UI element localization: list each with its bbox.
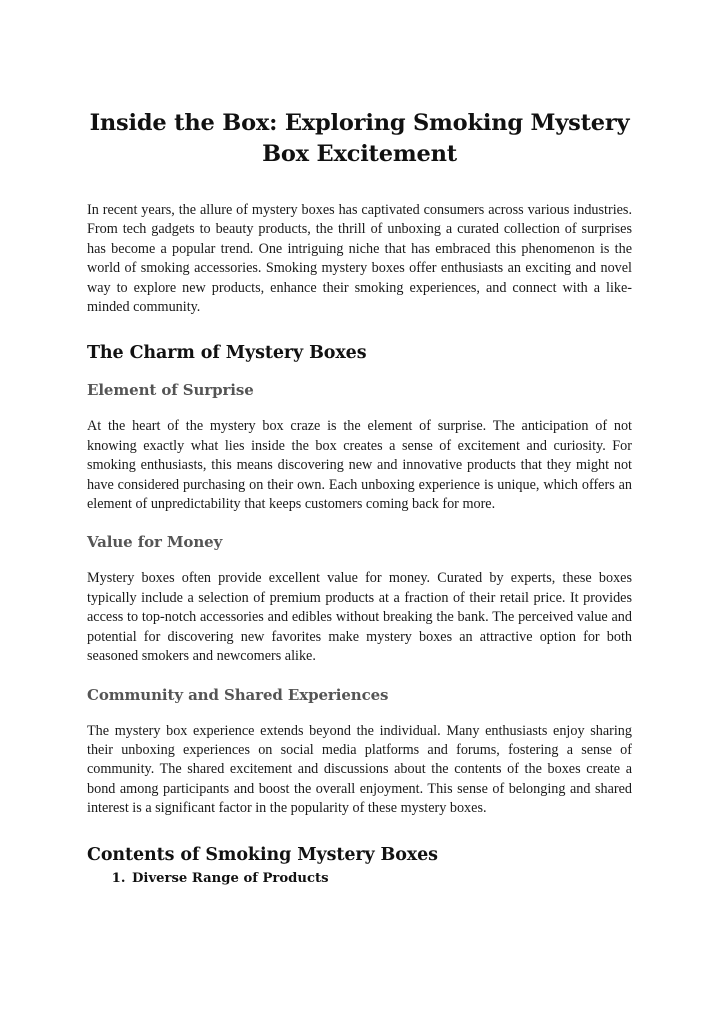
list-item: 1. Diverse Range of Products — [130, 870, 632, 888]
section-heading-charm: The Charm of Mystery Boxes — [87, 343, 367, 364]
subheading-element-of-surprise: Element of Surprise — [87, 381, 254, 400]
paragraph-value-for-money: Mystery boxes often provide excellent value for money. Curated by experts, these boxes typically include a selection of premium products at a fraction of their retail price. It provides access to top-notch accessories and edibles without breaking the bank. The perceived value and potential for discovering new favorites make mystery boxes an attractive option for both seasoned smokers and newcomers alike. — [87, 570, 632, 665]
intro-paragraph: In recent years, the allure of mystery boxes has captivated consumers across various industries. From tech gadgets to beauty products, the thrill of unboxing a curated collection of surprises has become a popular trend. One intriguing niche that has embraced this phenomenon is the world of smoking accessories. Smoking mystery boxes offer enthusiasts an exciting and novel way to explore new products, enhance their smoking experiences, and connect with a like-minded community. — [87, 202, 632, 316]
page-title: Inside the Box: Exploring Smoking Mystery Box Excitement — [89, 110, 630, 167]
subheading-community: Community and Shared Experiences — [87, 685, 389, 704]
paragraph-community: The mystery box experience extends beyond the individual. Many enthusiasts enjoy sharing their unboxing experiences on social media platforms and forums, fostering a sense of community. The shared excitement and discussions about the contents of the boxes create a bond among participants and boost the overall enjoyment. This sense of belonging and shared interest is a significant factor in the popularity of these mystery boxes. — [87, 722, 632, 817]
contents-list — [87, 870, 632, 888]
document-page — [87, 108, 632, 888]
section-heading-contents: Contents of Smoking Mystery Boxes — [87, 844, 438, 865]
paragraph-element-of-surprise: At the heart of the mystery box craze is the element of surprise. The anticipation of not knowing exactly what lies inside the box creates a sense of excitement and curiosity. For smoking enthusiasts, this means discovering new and innovative products that they might not have considered purchasing on their own. Each unboxing experience is unique, which offers an element of unpredictability that keeps customers coming back for more. — [87, 418, 632, 513]
subheading-value-for-money: Value for Money — [87, 533, 223, 552]
